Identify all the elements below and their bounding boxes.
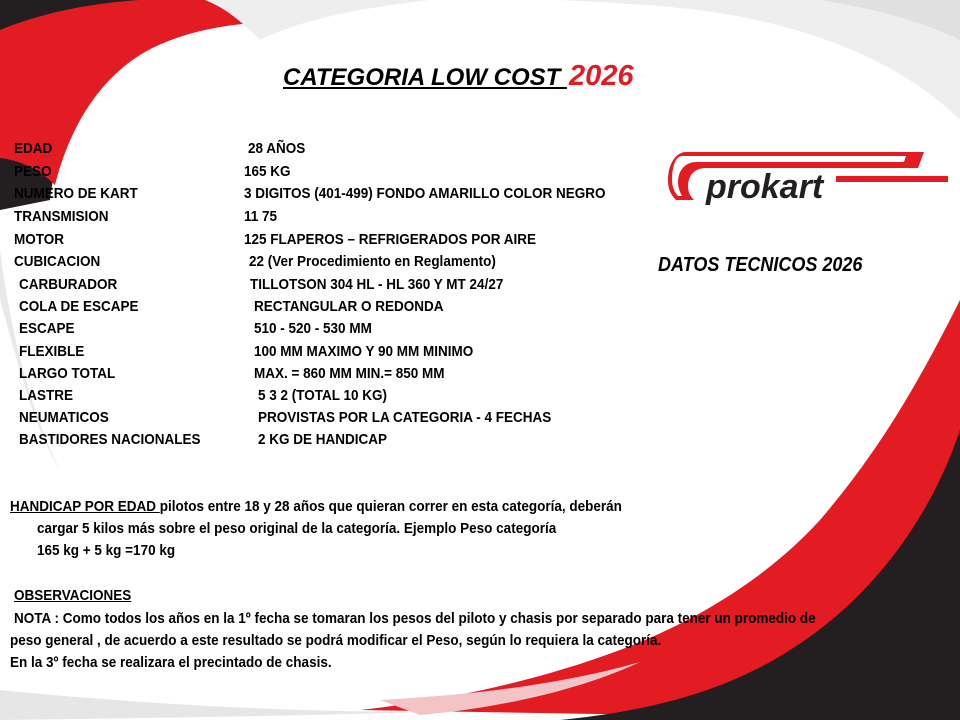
title-year: 2026 (568, 60, 634, 92)
spec-value: TILLOTSON 304 HL - HL 360 Y MT 24/27 (250, 276, 504, 293)
logo-text: prokart (706, 168, 824, 206)
spec-value: 510 - 520 - 530 MM (254, 320, 372, 337)
spec-value: RECTANGULAR O REDONDA (254, 298, 444, 315)
observaciones-heading: OBSERVACIONES (14, 587, 132, 604)
spec-label: NEUMATICOS (19, 409, 109, 426)
spec-label: LASTRE (19, 387, 73, 404)
observaciones-text: peso general , de acuerdo a este resultado se podrá modificar el Peso, según lo requiera la categoría. (10, 632, 662, 649)
spec-label: NUMERO DE KART (14, 185, 138, 202)
spec-label: MOTOR (14, 231, 65, 248)
handicap-heading: HANDICAP POR EDAD (10, 498, 160, 515)
spec-label: ESCAPE (19, 320, 75, 337)
observaciones-text: En la 3º fecha se realizara el precintado de chasis. (10, 654, 332, 671)
prokart-logo (666, 146, 954, 206)
spec-label: LARGO TOTAL (19, 365, 116, 382)
spec-value: MAX. = 860 MM MIN.= 850 MM (254, 365, 445, 382)
title-text: CATEGORIA LOW COST (283, 64, 567, 91)
spec-label: CUBICACION (14, 253, 101, 270)
spec-label: EDAD (14, 140, 53, 157)
spec-label: COLA DE ESCAPE (19, 298, 139, 315)
spec-value: PROVISTAS POR LA CATEGORIA - 4 FECHAS (258, 409, 552, 426)
spec-value: 165 KG (244, 163, 291, 180)
page-title (283, 60, 634, 93)
observaciones-text: NOTA : Como todos los años en la 1º fecha se tomaran los pesos del piloto y chasis por separado para tener un promedio de (14, 610, 816, 627)
spec-label: PESO (14, 163, 52, 180)
spec-value: 125 FLAPEROS – REFRIGERADOS POR AIRE (244, 231, 537, 248)
handicap-text: 165 kg + 5 kg =170 kg (37, 542, 176, 559)
handicap-text: pilotos entre 18 y 28 años que quieran correr en esta categoría, deberán (159, 498, 622, 515)
spec-value: 100 MM MAXIMO Y 90 MM MINIMO (254, 343, 474, 360)
spec-value: 3 DIGITOS (401-499) FONDO AMARILLO COLOR NEGRO (244, 185, 606, 202)
spec-value: 22 (Ver Procedimiento en Reglamento) (249, 253, 496, 270)
spec-label: CARBURADOR (19, 276, 118, 293)
spec-value: 5 3 2 (TOTAL 10 KG) (258, 387, 388, 404)
spec-value: 2 KG DE HANDICAP (258, 431, 388, 448)
handicap-line (10, 498, 622, 515)
spec-value: 11 75 (244, 208, 278, 225)
spec-value: 28 AÑOS (248, 140, 306, 157)
handicap-text: cargar 5 kilos más sobre el peso original de la categoría. Ejemplo Peso categoría (37, 520, 557, 537)
spec-label: BASTIDORES NACIONALES (19, 431, 201, 448)
spec-label: FLEXIBLE (19, 343, 85, 360)
spec-label: TRANSMISION (14, 208, 109, 225)
datos-tecnicos-heading: DATOS TECNICOS 2026 (658, 254, 863, 276)
